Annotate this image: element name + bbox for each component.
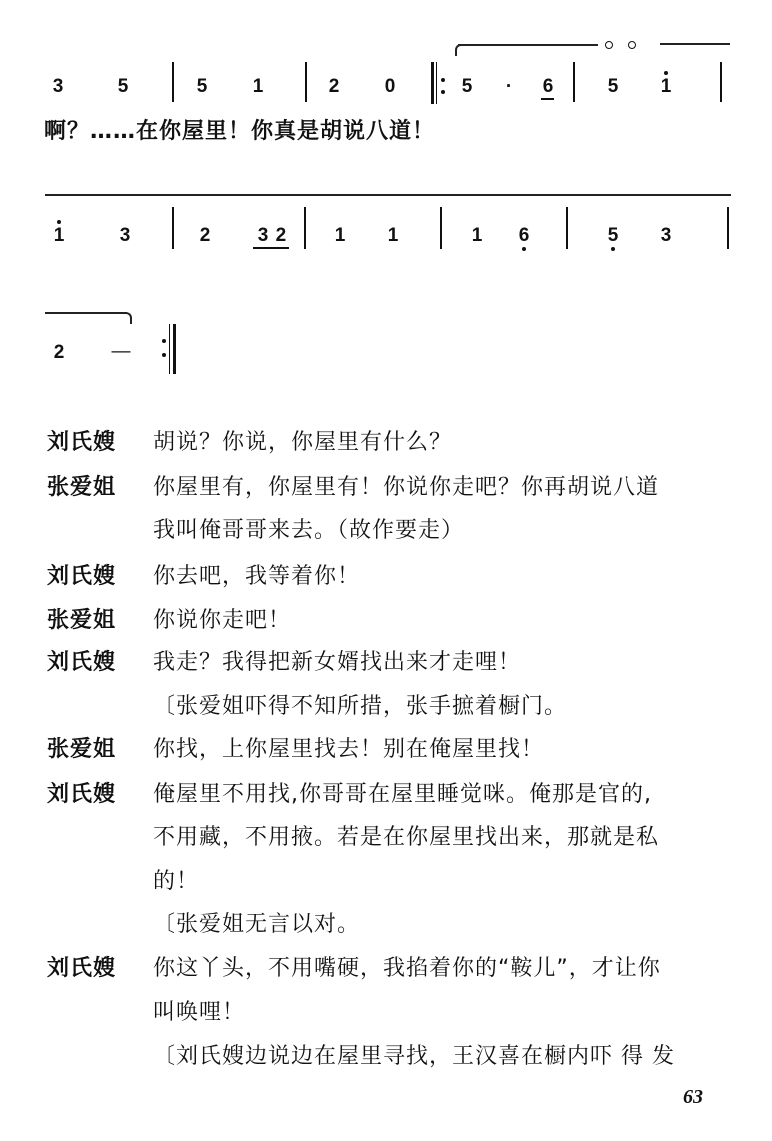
octave-dot-above — [664, 71, 668, 75]
speaker: 刘氏嫂 — [47, 430, 117, 455]
note: 3 — [119, 225, 131, 246]
dialogue-line: 你屋里有，你屋里有！你说你走吧？你再胡说八道 — [153, 475, 660, 500]
bar-line — [305, 62, 307, 102]
fermata-circle — [628, 41, 636, 49]
bar-line — [440, 207, 442, 249]
fermata-circle — [605, 41, 613, 49]
note: 3 — [52, 76, 64, 97]
underline — [253, 247, 289, 249]
note-low: 6 — [518, 225, 530, 246]
stage-direction: 〔刘氏嫂边说边在屋里寻找，王汉喜在橱内吓 得 发 — [153, 1044, 675, 1069]
dialogue-line: 我叫俺哥哥来去。（故作要走） — [153, 518, 465, 543]
speaker: 刘氏嫂 — [47, 564, 117, 589]
dialogue-line: 你找，上你屋里找去！别在俺屋里找！ — [153, 737, 545, 762]
dialogue-line: 你去吧，我等着你！ — [153, 564, 361, 589]
dialogue-line: 俺屋里不用找,你哥哥在屋里睡觉咪。俺那是官的, — [153, 782, 652, 807]
note: 1 — [334, 225, 346, 246]
note: 0 — [384, 76, 396, 97]
stage-direction: 〔张爱姐吓得不知所措，张手摭着橱门。 — [153, 694, 568, 719]
bar-line — [566, 207, 568, 249]
dialogue-line: 叫唤哩！ — [153, 1000, 246, 1025]
note: 6 — [542, 76, 554, 97]
note: 2 — [328, 76, 340, 97]
bar-line — [727, 207, 729, 249]
slur-line — [45, 194, 731, 196]
bar-line — [720, 62, 722, 102]
bar-line — [304, 207, 306, 249]
bar-line — [172, 62, 174, 102]
dot-extension: · — [505, 76, 513, 97]
repeat-bar-thick — [173, 324, 176, 374]
dialogue-line: 的！ — [153, 869, 200, 894]
bar-line — [172, 207, 174, 249]
note: 3 — [660, 225, 672, 246]
note: 1 — [252, 76, 264, 97]
note-high: 1 — [53, 225, 65, 246]
octave-dot-above — [57, 220, 61, 224]
speaker: 刘氏嫂 — [47, 650, 117, 675]
repeat-dot — [441, 90, 445, 94]
note-low: 5 — [607, 225, 619, 246]
speaker: 刘氏嫂 — [47, 782, 117, 807]
slur-hook — [455, 44, 463, 56]
octave-dot-below — [611, 247, 615, 251]
dash-extension: — — [111, 341, 131, 362]
stage-direction: 〔张爱姐无言以对。 — [153, 912, 361, 937]
note: 5 — [607, 76, 619, 97]
lyric-line: 啊？……在你屋里！你真是胡说八道！ — [44, 119, 436, 144]
dialogue-line: 我走？我得把新女婿找出来才走哩！ — [153, 650, 522, 675]
repeat-bar-thin — [436, 62, 437, 104]
repeat-bar-thick — [431, 62, 434, 104]
octave-dot-below — [522, 247, 526, 251]
page-number: 63 — [683, 1086, 703, 1108]
underline — [541, 98, 554, 100]
repeat-bar-thin — [169, 324, 170, 374]
slur-hook — [124, 312, 132, 324]
slur-line — [45, 312, 127, 314]
note: 5 — [196, 76, 208, 97]
slur-line — [458, 44, 598, 46]
repeat-dot — [162, 339, 166, 343]
note: 2 — [53, 342, 65, 363]
dialogue-line: 你说你走吧！ — [153, 608, 292, 633]
note-pair: 3 2 — [257, 225, 287, 246]
note: 1 — [387, 225, 399, 246]
repeat-dot — [441, 78, 445, 82]
note: 5 — [117, 76, 129, 97]
dialogue-line: 你这丫头，不用嘴硬，我掐着你的“鞍儿”，才让你 — [153, 956, 661, 981]
speaker: 张爱姐 — [47, 737, 117, 762]
bar-line — [573, 62, 575, 102]
dialogue-line: 不用藏，不用掖。若是在你屋里找出来，那就是私 — [153, 825, 660, 850]
speaker: 刘氏嫂 — [47, 956, 117, 981]
slur-line — [660, 43, 730, 45]
dialogue-line: 胡说？你说，你屋里有什么？ — [153, 430, 453, 455]
note: 2 — [199, 225, 211, 246]
speaker: 张爱姐 — [47, 475, 117, 500]
speaker: 张爱姐 — [47, 608, 117, 633]
note: 5 — [461, 76, 473, 97]
note: 1 — [471, 225, 483, 246]
note-high: 1 — [660, 76, 672, 97]
repeat-dot — [162, 353, 166, 357]
